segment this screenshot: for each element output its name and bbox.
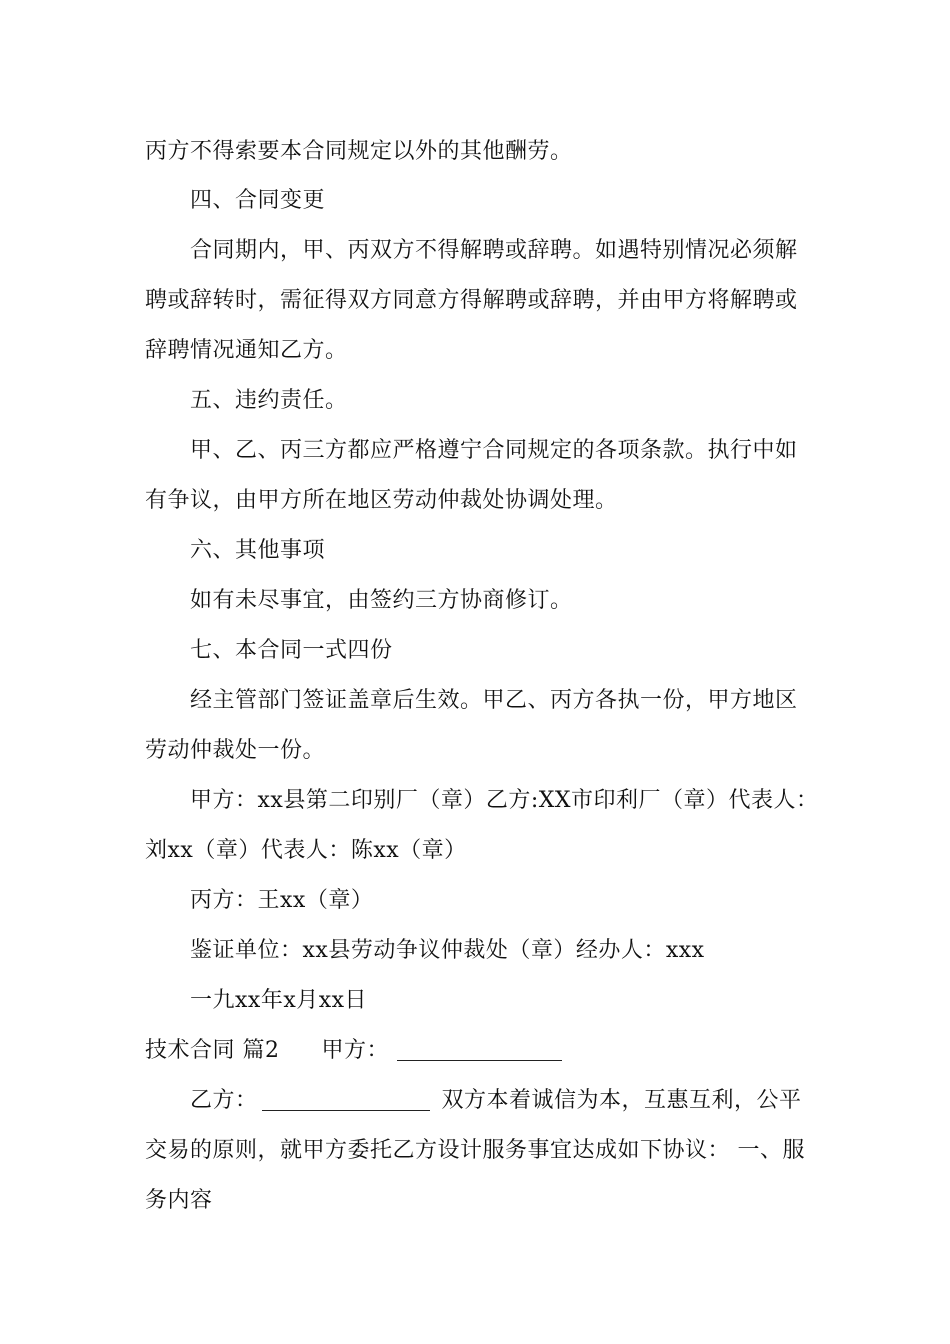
signature-line: 刘xx（章）代表人：陈xx（章） [145,838,467,863]
text-line: 经主管部门签证盖章后生效。甲乙、丙方各执一份，甲方地区 [190,688,798,713]
contract2-heading-line [145,1036,562,1066]
section-heading: 五、违约责任。 [190,388,348,413]
text-line: 丙方不得索要本合同规定以外的其他酬劳。 [145,139,573,164]
text-line: 劳动仲裁处一份。 [145,738,326,763]
text-line: 辞聘情况通知乙方。 [145,338,348,363]
party-b-label: 乙方： [190,1088,258,1113]
party-b-line [190,1086,802,1116]
text-line: 聘或辞转时，需征得双方同意方得解聘或辞聘，并由甲方将解聘或 [145,288,798,313]
text-line: 务内容 [145,1188,213,1213]
text-line: 有争议，由甲方所在地区劳动仲裁处协调处理。 [145,488,618,513]
signature-line: 丙方：王xx（章） [190,888,374,913]
date-line: 一九xx年x月xx日 [190,988,368,1013]
section-heading: 六、其他事项 [190,538,326,563]
text-line: 如有未尽事宜，由签约三方协商修订。 [190,588,573,613]
section-heading: 七、本合同一式四份 [190,638,393,663]
signature-line: 甲方：xx县第二印别厂（章）乙方:XX市印利厂（章）代表人： [190,788,819,813]
section-heading: 四、合同变更 [190,188,326,213]
party-a-label: 甲方： [321,1038,390,1063]
text-line: 交易的原则，就甲方委托乙方设计服务事宜达成如下协议： 一、服 [145,1138,805,1163]
party-b-blank [262,1088,430,1111]
text-line: 甲、乙、丙三方都应严格遵宁合同规定的各项条款。执行中如 [190,438,798,463]
party-b-text: 双方本着诚信为本，互惠互利，公平 [441,1088,802,1113]
text-line: 合同期内，甲、丙双方不得解聘或辞聘。如遇特别情况必须解 [190,238,798,263]
signature-line: 鉴证单位：xx县劳动争议仲裁处（章）经办人：xxx [190,938,705,963]
contract2-heading: 技术合同 篇2 [145,1038,280,1063]
party-a-blank [397,1038,562,1061]
